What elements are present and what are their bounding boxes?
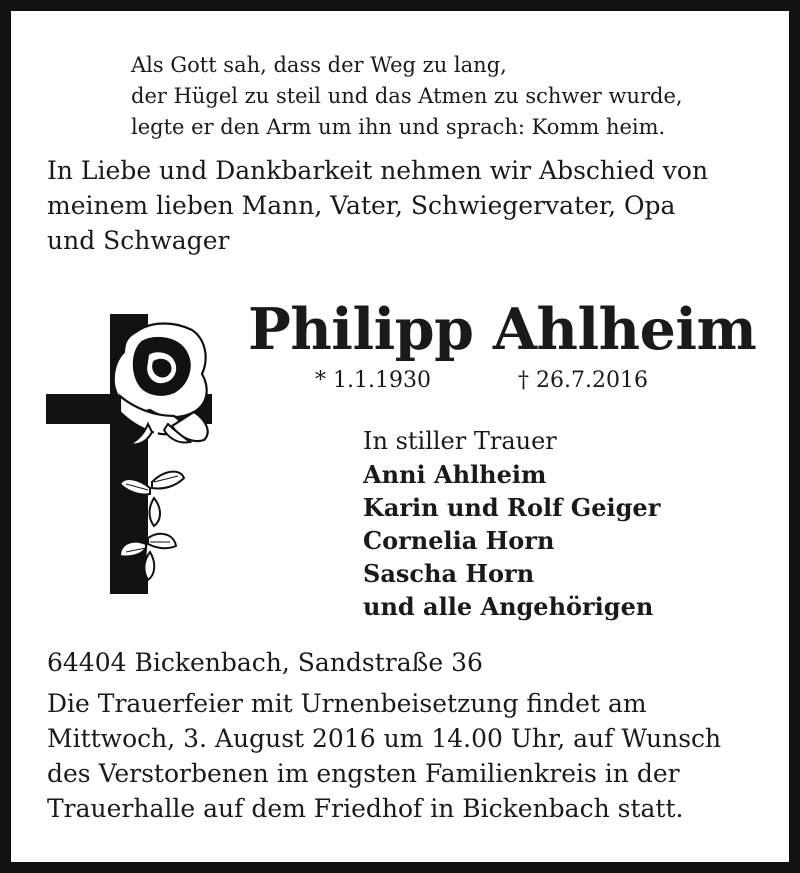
poem-line: Als Gott sah, dass der Weg zu lang,: [131, 53, 507, 77]
poem-line: legte er den Arm um ihn und sprach: Komm heim.: [131, 115, 666, 139]
cross-with-rose-icon: [44, 312, 216, 596]
ceremony-line: Die Trauerfeier mit Urnenbeisetzung findet am: [47, 689, 647, 718]
address: 64404 Bickenbach, Sandstraße 36: [47, 648, 483, 677]
mourner-name: Sascha Horn: [363, 559, 535, 588]
farewell-line: In Liebe und Dankbarkeit nehmen wir Abschied von: [47, 156, 709, 185]
death-date: † 26.7.2016: [518, 368, 648, 393]
ceremony-text: [47, 686, 721, 826]
poem: [131, 50, 683, 143]
mourning-heading: In stiller Trauer: [363, 427, 557, 455]
mourner-name: Anni Ahlheim: [363, 460, 547, 489]
mourner-name: und alle Angehörigen: [363, 592, 654, 621]
ceremony-line: Trauerhalle auf dem Friedhof in Bickenbach statt.: [47, 794, 684, 823]
ceremony-line: Mittwoch, 3. August 2016 um 14.00 Uhr, auf Wunsch: [47, 724, 722, 753]
poem-line: der Hügel zu steil und das Atmen zu schwer wurde,: [131, 84, 683, 108]
mourners-block: [363, 425, 660, 623]
mourner-name: Karin und Rolf Geiger: [363, 493, 661, 522]
ceremony-line: des Verstorbenen im engsten Familienkreis in der: [47, 759, 680, 788]
birth-date: * 1.1.1930: [315, 368, 431, 393]
farewell-line: und Schwager: [47, 226, 230, 255]
deceased-name: Philipp Ahlheim: [248, 296, 757, 363]
mourner-name: Cornelia Horn: [363, 526, 555, 555]
farewell-text: [47, 153, 708, 258]
farewell-line: meinem lieben Mann, Vater, Schwiegervater, Opa: [47, 191, 676, 220]
